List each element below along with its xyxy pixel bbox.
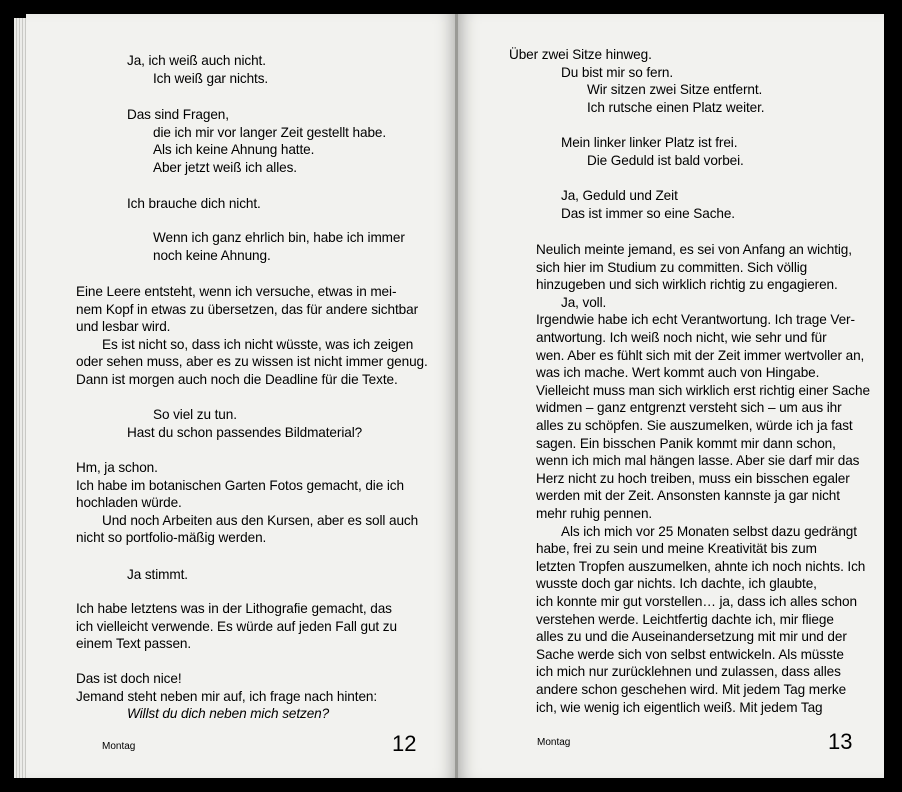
text-line: Ich habe letztens was in der Lithografie gemacht, das — [76, 601, 392, 616]
text-line: Hm, ja schon. — [76, 460, 158, 475]
text-line: andere schon geschehen wird. Mit jedem Tag merke — [536, 682, 847, 697]
text-line: die ich mir vor langer Zeit gestellt habe. — [153, 124, 387, 140]
right-footer-label: Montag — [537, 737, 571, 748]
text-line: Sache werde sich von selbst entwickeln. Als müsste — [536, 646, 844, 662]
text-line: widmen – ganz entgrenzt versteht sich – um aus ihr — [536, 400, 842, 416]
right-page-number: 13 — [828, 729, 853, 754]
text-line: ich konnte mir gut vorstellen… ja, dass ich alles schon — [536, 594, 857, 609]
text-line: einem Text passen. — [76, 636, 192, 652]
text-line: Das sind Fragen, — [127, 107, 229, 122]
text-line: Als ich mich vor 25 Monaten selbst dazu gedrängt — [561, 523, 857, 539]
text-line: oder sehen muss, aber es zu wissen ist nicht immer genug. — [76, 354, 428, 370]
text-line: hochladen würde. — [76, 495, 182, 511]
text-line: sagen. Ein bisschen Panik kommt mir dann schon, — [536, 435, 836, 451]
text-line: werden mit der Zeit. Ansonsten kannste ja gar nicht — [536, 488, 840, 504]
text-line: Ich brauche dich nicht. — [127, 196, 261, 211]
left-footer-label: Montag — [102, 741, 136, 752]
text-line: alles zu und die Auseinandersetzung mit mir und der — [536, 629, 847, 645]
text-line: letzten Tropfen auszumelken, ahnte ich noch nichts. Ich — [536, 558, 866, 574]
text-line: Ich habe im botanischen Garten Fotos gemacht, die ich — [76, 477, 404, 493]
text-line: Ja, Geduld und Zeit — [561, 188, 678, 203]
left-page-number: 12 — [392, 731, 417, 756]
text-line: Ja, voll. — [561, 294, 607, 310]
text-line: verstehen werde. Leichtfertig dachte ich, mir fliege — [536, 611, 834, 627]
text-line: Dann ist morgen auch noch die Deadline für die Texte. — [76, 372, 398, 387]
text-line: nicht so portfolio-mäßig werden. — [76, 530, 267, 546]
text-line: alles zu schöpfen. Sie auszumelken, würde ich ja fast — [536, 418, 853, 433]
text-line: ich, wie wenig ich eigentlich weiß. Mit jedem Tag — [536, 699, 823, 715]
text-line: habe, frei zu sein und meine Kreativität bis zum — [536, 541, 817, 557]
text-line: was ich mache. Wert kommt auch von Hingabe. — [536, 365, 820, 381]
text-line: So viel zu tun. — [153, 407, 237, 422]
text-line: Wenn ich ganz ehrlich bin, habe ich immer — [153, 230, 405, 245]
text-line: wen. Aber es fühlt sich mit der Zeit immer wertvoller an, — [536, 347, 865, 363]
text-line: noch keine Ahnung. — [153, 247, 271, 263]
text-line: mehr ruhig pennen. — [536, 506, 653, 521]
text-line: ich vielleicht verwende. Es würde auf jeden Fall gut zu — [76, 618, 397, 634]
text-line: Wir sitzen zwei Sitze entfernt. — [587, 82, 763, 98]
text-line: Eine Leere entsteht, wenn ich versuche, etwas in mei- — [76, 284, 397, 299]
text-line: Herz nicht zu hoch treiben, muss ein bisschen egaler — [536, 470, 850, 486]
text-line: Willst du dich neben mich setzen? — [127, 706, 330, 722]
text-line: Als ich keine Ahnung hatte. — [153, 142, 315, 158]
text-line: Ja, ich weiß auch nicht. — [127, 53, 266, 68]
text-line: sich hier im Studium zu committen. Sich völlig — [536, 259, 808, 275]
text-line: Irgendwie habe ich echt Verantwortung. Ich trage Ver- — [536, 312, 855, 328]
text-line: Ich weiß gar nichts. — [153, 70, 269, 86]
text-line: antwortung. Ich weiß noch nicht, wie sehr und für — [536, 330, 827, 345]
text-line: hinzugeben und sich wirklich richtig zu engagieren. — [536, 277, 838, 293]
text-line: Aber jetzt weiß ich alles. — [153, 159, 297, 175]
text-line: Mein linker linker Platz ist frei. — [561, 135, 738, 150]
text-line: Neulich meinte jemand, es sei von Anfang an wichtig, — [536, 242, 852, 257]
text-line: Jemand steht neben mir auf, ich frage nach hinten: — [76, 688, 378, 704]
text-line: nem Kopf in etwas zu übersetzen, das für andere sichtbar — [76, 301, 418, 317]
text-line: Vielleicht muss man sich wirklich erst richtig einer Sache — [536, 382, 870, 398]
text-line: und lesbar wird. — [76, 319, 171, 335]
text-line: Die Geduld ist bald vorbei. — [587, 152, 744, 168]
text-line: Über zwei Sitze hinweg. — [509, 47, 652, 62]
text-line: Ja stimmt. — [127, 567, 188, 582]
text-line: Du bist mir so fern. — [561, 64, 674, 80]
text-line: Ich rutsche einen Platz weiter. — [587, 99, 765, 115]
text-line: wusste doch gar nichts. Ich dachte, ich glaubte, — [536, 576, 817, 592]
text-line: Hast du schon passendes Bildmaterial? — [127, 424, 363, 440]
text-line: wenn ich mich mal hängen lasse. Aber sie darf mir das — [536, 453, 860, 469]
text-line: Es ist nicht so, dass ich nicht wüsste, was ich zeigen — [102, 336, 414, 352]
text-line: Und noch Arbeiten aus den Kursen, aber es soll auch — [102, 512, 419, 528]
text-line: Das ist immer so eine Sache. — [561, 205, 735, 221]
text-line: ich mich nur zurücklehnen und zulassen, dass alles — [536, 664, 841, 680]
text-line: Das ist doch nice! — [76, 671, 182, 686]
